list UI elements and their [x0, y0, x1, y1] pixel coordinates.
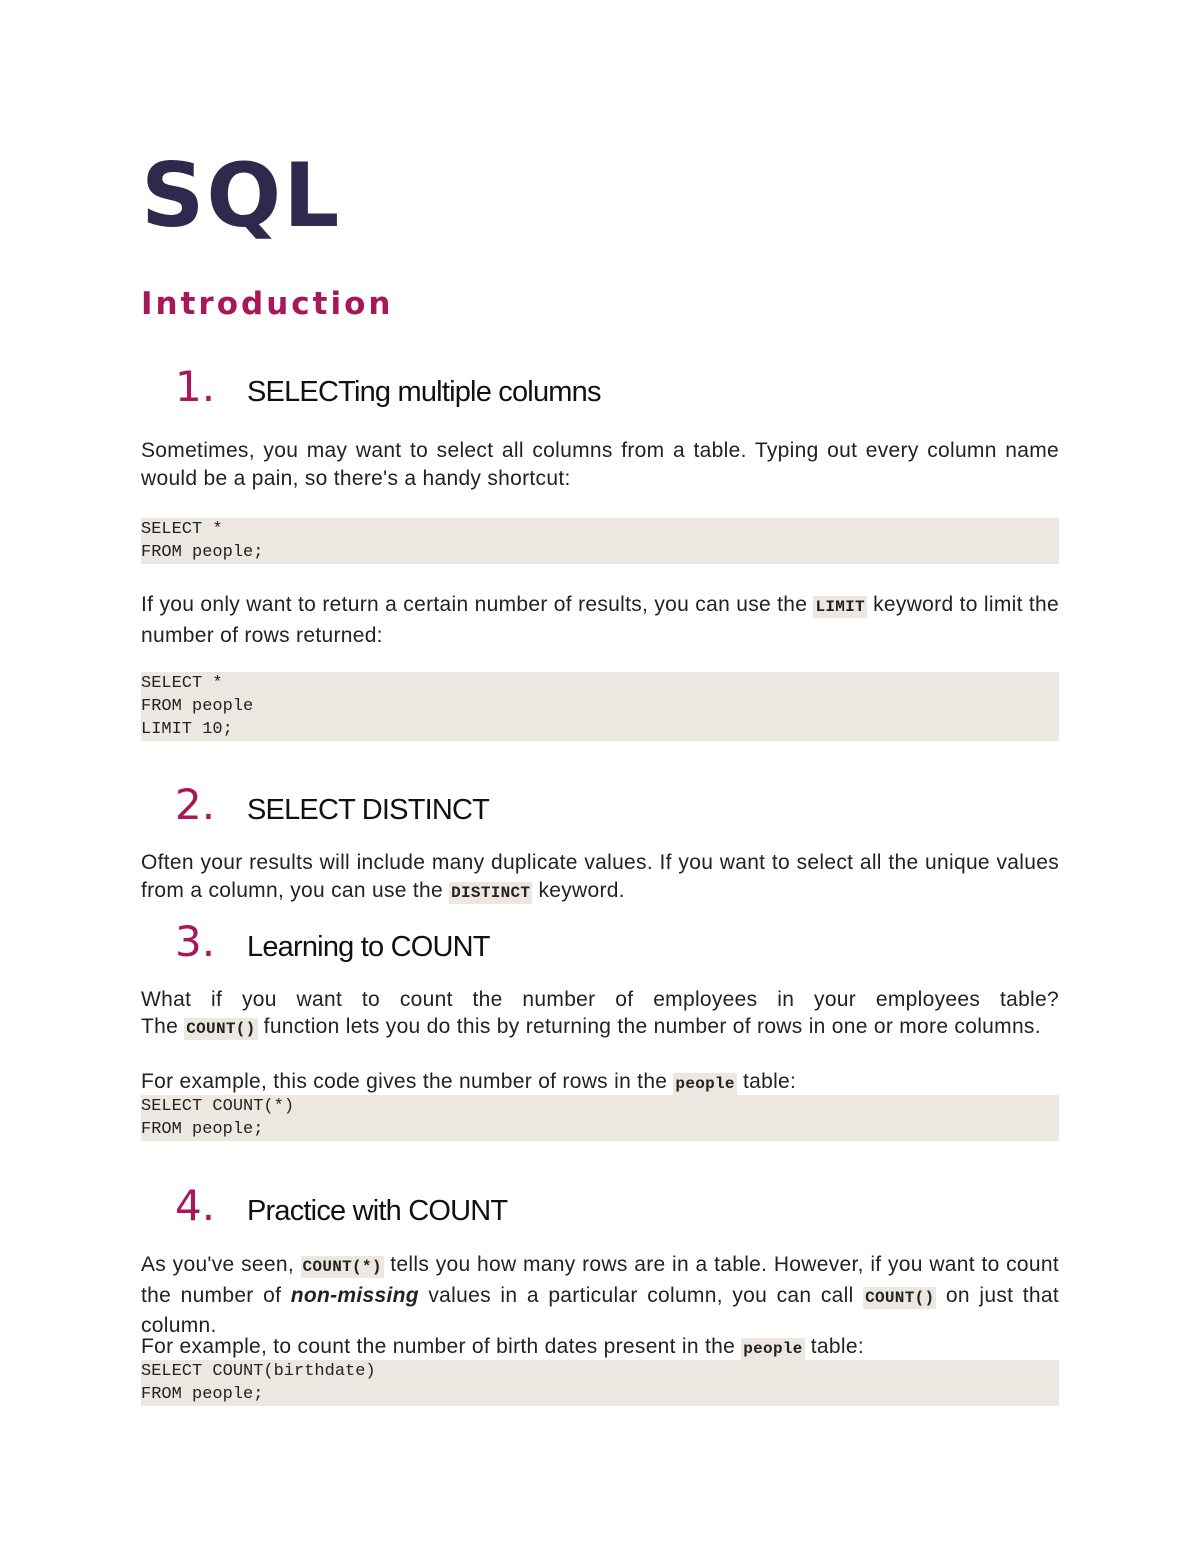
text-run: Often your results will include many duplicate values. If you want to select all the unique values from a column, you can use the	[141, 851, 1059, 902]
section-number: 4.	[175, 1181, 216, 1230]
section-2-paragraph-1	[141, 849, 1059, 907]
text-run: If you only want to return a certain number of results, you can use the	[141, 593, 814, 616]
inline-code-count: COUNT()	[186, 1020, 256, 1038]
section-1-heading	[141, 362, 601, 411]
text-run: For example, to count the number of birth dates present in the	[141, 1335, 742, 1358]
code-line: LIMIT 10;	[141, 720, 233, 739]
section-number: 1.	[175, 362, 216, 411]
section-4-paragraph-1	[141, 1251, 1059, 1340]
text-run: on just that column.	[141, 1283, 1059, 1337]
text-run: function lets you do this by returning the number of rows in one or more columns.	[257, 1015, 1041, 1038]
section-4-paragraph-2	[141, 1333, 1059, 1364]
section-3-heading	[141, 917, 490, 966]
section-4-heading	[141, 1181, 507, 1230]
inline-code-people: people	[675, 1075, 735, 1093]
section-heading-text: SELECTing multiple columns	[247, 376, 601, 408]
text-run: keyword to limit the number of rows returned:	[141, 593, 1059, 647]
section-heading-text: Learning to COUNT	[247, 931, 490, 963]
section-1-paragraph-2	[141, 591, 1059, 649]
section-number: 3.	[175, 917, 216, 966]
text-run: As you've seen,	[141, 1253, 301, 1276]
emphasis-text: non-missing	[290, 1283, 419, 1307]
text-run: values in a particular column, you can call	[418, 1283, 864, 1307]
section-3-paragraph-3	[141, 1068, 1059, 1099]
inline-code-count-star: COUNT(*)	[302, 1258, 382, 1276]
code-block-select-all	[141, 518, 1059, 564]
section-3-paragraph-2	[141, 1013, 1059, 1044]
code-line: SELECT COUNT(*)	[141, 1097, 295, 1116]
text-run: table:	[736, 1070, 797, 1093]
code-line: FROM people;	[141, 1385, 264, 1404]
section-3-paragraph-1: What if you want to count the number of employees in your employees table?	[141, 988, 1059, 1011]
code-line: FROM people;	[141, 543, 264, 562]
code-line: FROM people	[141, 697, 254, 716]
section-heading-text: Practice with COUNT	[247, 1195, 508, 1227]
section-2-heading	[141, 780, 489, 829]
section-heading-text: SELECT DISTINCT	[247, 794, 490, 826]
code-line: FROM people;	[141, 1120, 264, 1139]
code-line: SELECT *	[141, 674, 223, 693]
text-run: table:	[804, 1335, 864, 1358]
text-run: keyword.	[532, 878, 625, 902]
text-run: For example, this code gives the number of rows in the	[141, 1070, 674, 1093]
code-block-limit	[141, 672, 1059, 741]
document-subtitle: Introduction	[141, 286, 394, 322]
code-line: SELECT COUNT(birthdate)	[141, 1362, 376, 1381]
code-line: SELECT *	[141, 520, 223, 539]
code-block-count-birthdate	[141, 1360, 1059, 1406]
text-run: tells you how many rows are in a table. However, if you want to count the number of	[141, 1253, 1059, 1307]
code-block-count-all	[141, 1095, 1059, 1141]
section-1-paragraph-1: Sometimes, you may want to select all columns from a table. Typing out every column name would be a pain, so there's a handy shortcut:	[141, 439, 1059, 490]
text-run: The	[141, 1015, 185, 1038]
inline-code-count: COUNT()	[865, 1288, 935, 1307]
document-title: SQL	[141, 144, 342, 247]
inline-code-distinct: DISTINCT	[451, 883, 531, 902]
inline-code-people: people	[743, 1340, 803, 1358]
section-number: 2.	[175, 780, 216, 829]
inline-code-limit: LIMIT	[815, 598, 865, 616]
